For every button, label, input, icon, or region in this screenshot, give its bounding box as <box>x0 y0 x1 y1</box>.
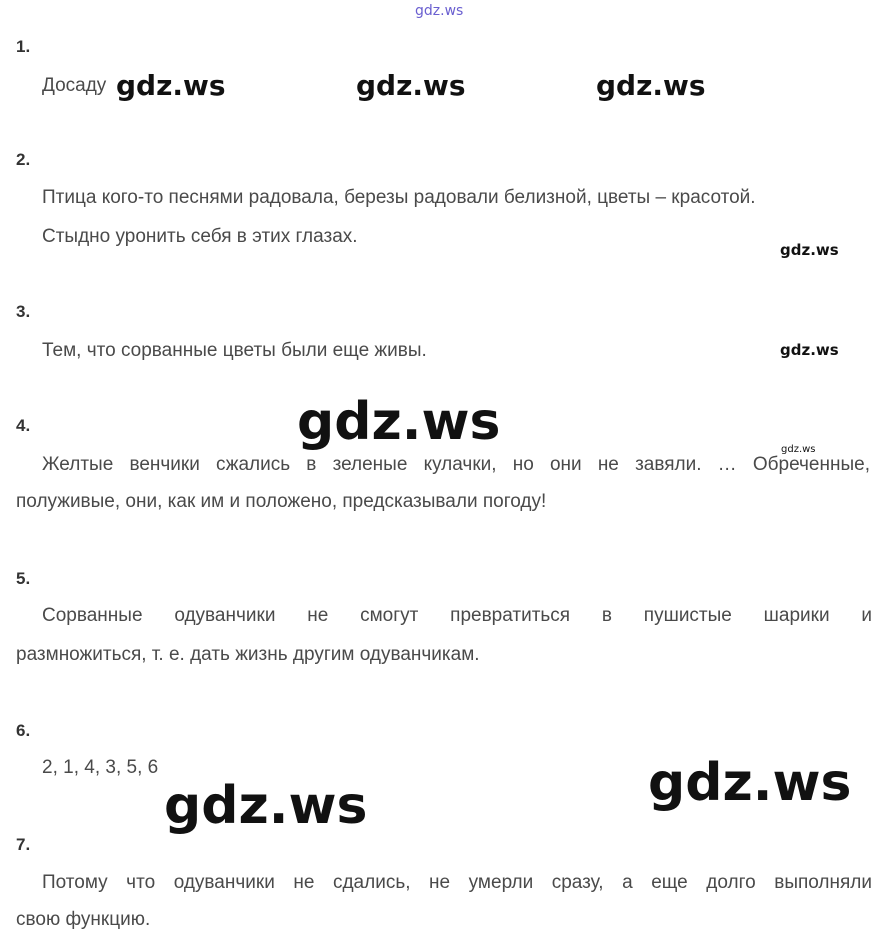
watermark-large-center: gdz.ws <box>297 392 501 452</box>
answer-number-5: 5. <box>16 569 31 588</box>
watermark-row1-a: gdz.ws <box>116 69 226 102</box>
watermark-tiny: gdz.ws <box>781 444 816 455</box>
watermark-large-left: gdz.ws <box>164 776 368 836</box>
answer-number-2: 2. <box>16 150 31 169</box>
answer-2-line-1: Птица кого-то песнями радовала, березы радовали белизной, цветы – красотой. <box>42 187 756 208</box>
answer-number-1: 1. <box>16 37 31 56</box>
answer-5-line-2: размножиться, т. е. дать жизнь другим одуванчикам. <box>16 644 480 665</box>
answer-number-4: 4. <box>16 416 31 435</box>
answer-4-line-1: Желтые венчики сжались в зеленые кулачки, но они не завяли. … Обреченные, <box>42 454 870 475</box>
answer-3-line-1: Тем, что сорванные цветы были еще живы. <box>42 340 427 361</box>
watermark-small-1: gdz.ws <box>780 241 839 259</box>
answer-4-line-2: полуживые, они, как им и положено, предсказывали погоду! <box>16 491 547 512</box>
answer-5-line-1: Сорванные одуванчики не смогут превратиться в пушистые шарики и <box>42 605 872 626</box>
watermark-large-right: gdz.ws <box>648 753 852 813</box>
answer-2-line-2: Стыдно уронить себя в этих глазах. <box>42 226 358 247</box>
answer-7-line-2: свою функцию. <box>16 909 151 930</box>
watermark-top: gdz.ws <box>415 3 464 19</box>
answer-number-6: 6. <box>16 721 31 740</box>
answer-1-line-1: Досаду <box>42 75 107 96</box>
watermark-small-2: gdz.ws <box>780 341 839 359</box>
answer-7-line-1: Потому что одуванчики не сдались, не умерли сразу, а еще долго выполняли <box>42 872 872 893</box>
answer-number-7: 7. <box>16 835 31 854</box>
watermark-row1-b: gdz.ws <box>356 69 466 102</box>
answer-6-line-1: 2, 1, 4, 3, 5, 6 <box>42 757 159 778</box>
answer-number-3: 3. <box>16 302 31 321</box>
watermark-row1-c: gdz.ws <box>596 69 706 102</box>
